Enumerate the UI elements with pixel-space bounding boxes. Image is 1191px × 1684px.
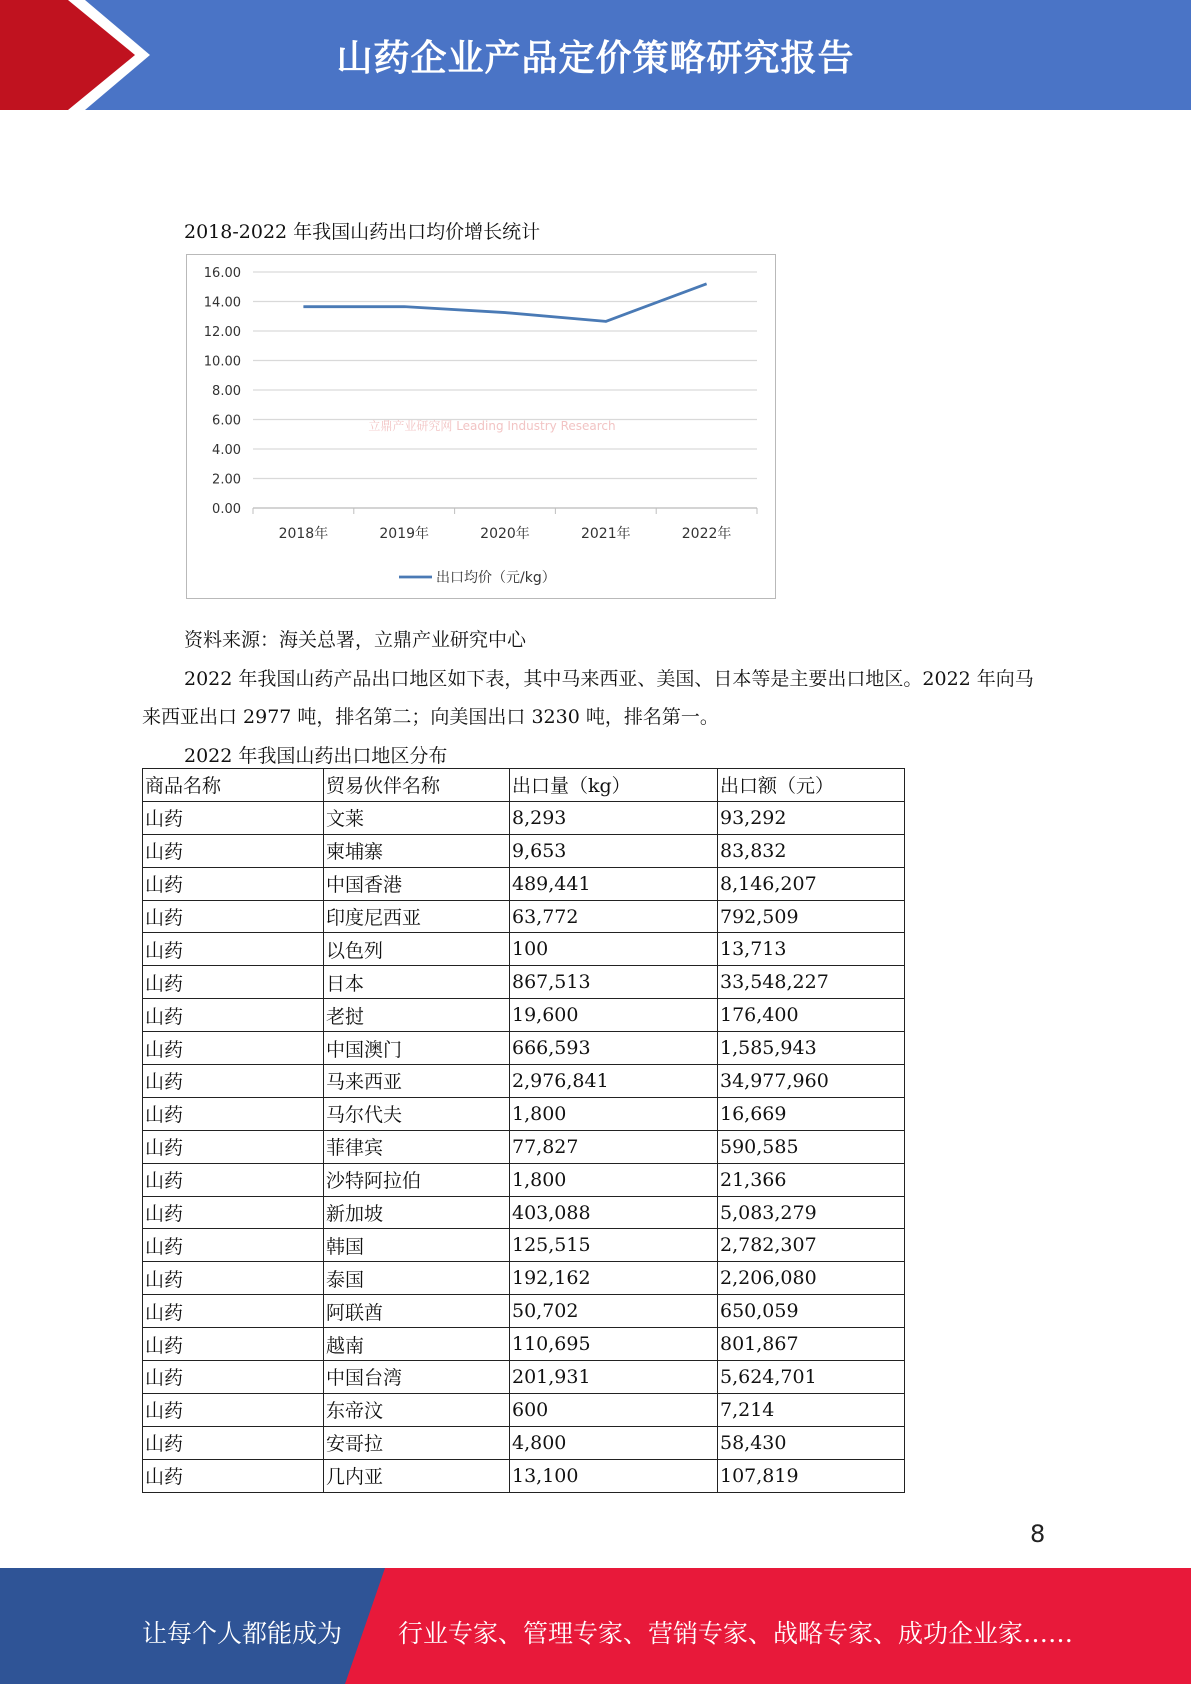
table-cell: 中国香港	[324, 867, 510, 900]
table-cell: 中国澳门	[324, 1032, 510, 1065]
y-tick-label: 6.00	[212, 413, 241, 429]
table-cell: 8,293	[510, 801, 718, 834]
table-row	[143, 1196, 905, 1229]
table-cell: 19,600	[510, 999, 718, 1032]
table-row	[143, 1262, 905, 1295]
table-cell: 商品名称	[143, 769, 324, 802]
table-row	[143, 900, 905, 933]
table-cell: 867,513	[510, 966, 718, 999]
table-caption: 2022 年我国山药出口地区分布	[184, 745, 448, 767]
table-cell: 50,702	[510, 1295, 718, 1328]
table-cell: 山药	[143, 900, 324, 933]
table-cell: 21,366	[718, 1163, 905, 1196]
table-cell: 792,509	[718, 900, 905, 933]
page-number: 8	[1030, 1520, 1046, 1548]
table-cell: 东帝汶	[324, 1393, 510, 1426]
table-cell: 越南	[324, 1328, 510, 1361]
table-cell: 7,214	[718, 1393, 905, 1426]
table-cell: 柬埔寨	[324, 834, 510, 867]
chart-caption: 2018-2022 年我国山药出口均价增长统计	[184, 221, 541, 243]
table-cell: 山药	[143, 999, 324, 1032]
table-row	[143, 966, 905, 999]
table-cell: 9,653	[510, 834, 718, 867]
page-title: 山药企业产品定价策略研究报告	[336, 37, 855, 79]
legend-label: 出口均价（元/kg）	[436, 570, 556, 586]
table-cell: 马尔代夫	[324, 1097, 510, 1130]
table-cell: 山药	[143, 1097, 324, 1130]
y-tick-label: 8.00	[212, 384, 241, 399]
table-cell: 菲律宾	[324, 1130, 510, 1163]
table-cell: 老挝	[324, 999, 510, 1032]
table-cell: 2,976,841	[510, 1065, 718, 1098]
x-tick-label: 2022年	[681, 526, 732, 542]
table-cell: 山药	[143, 834, 324, 867]
table-cell: 安哥拉	[324, 1426, 510, 1459]
table-cell: 4,800	[510, 1426, 718, 1459]
table-cell: 山药	[143, 1459, 324, 1492]
table-row	[143, 1163, 905, 1196]
table-row	[143, 933, 905, 966]
table-cell: 山药	[143, 1262, 324, 1295]
source-note: 资料来源：海关总署，立鼎产业研究中心	[184, 629, 527, 651]
table-cell: 山药	[143, 1426, 324, 1459]
table-row	[143, 1328, 905, 1361]
table-cell: 山药	[143, 867, 324, 900]
y-tick-label: 4.00	[212, 443, 241, 458]
table-cell: 650,059	[718, 1295, 905, 1328]
table-cell: 印度尼西亚	[324, 900, 510, 933]
y-tick-label: 12.00	[203, 325, 241, 340]
table-row	[143, 1229, 905, 1262]
table-row	[143, 1065, 905, 1098]
table-cell: 5,083,279	[718, 1196, 905, 1229]
x-tick-label: 2018年	[278, 526, 329, 542]
table-cell: 489,441	[510, 867, 718, 900]
table-cell: 山药	[143, 1295, 324, 1328]
table-row	[143, 1130, 905, 1163]
table-cell: 出口额（元）	[718, 769, 905, 802]
table-cell: 77,827	[510, 1130, 718, 1163]
table-row	[143, 1032, 905, 1065]
y-tick-label: 2.00	[212, 472, 241, 488]
x-tick-label: 2020年	[480, 526, 530, 542]
table-cell: 201,931	[510, 1361, 718, 1394]
table-cell: 1,800	[510, 1097, 718, 1130]
table-cell: 沙特阿拉伯	[324, 1163, 510, 1196]
table-row	[143, 1426, 905, 1459]
y-tick-label: 0.00	[212, 502, 241, 517]
header-bar	[0, 0, 1191, 110]
table-cell: 13,713	[718, 933, 905, 966]
body-paragraph: 2022 年我国山药产品出口地区如下表，其中马来西亚、美国、日本等是主要出口地区。2022 年向马来西亚出口 2977 吨，排名第二；向美国出口 3230 吨，排名第一。	[142, 668, 1034, 728]
table-cell: 33,548,227	[718, 966, 905, 999]
table-cell: 阿联酋	[324, 1295, 510, 1328]
table-cell: 34,977,960	[718, 1065, 905, 1098]
table-cell: 韩国	[324, 1229, 510, 1262]
table-cell: 山药	[143, 1032, 324, 1065]
table-cell: 山药	[143, 1229, 324, 1262]
series-line	[303, 284, 706, 322]
table-cell: 83,832	[718, 834, 905, 867]
table-cell: 100	[510, 933, 718, 966]
table-cell: 600	[510, 1393, 718, 1426]
table-cell: 403,088	[510, 1196, 718, 1229]
table-cell: 山药	[143, 966, 324, 999]
table-row	[143, 1361, 905, 1394]
y-tick-label: 16.00	[203, 266, 241, 281]
table-cell: 山药	[143, 801, 324, 834]
table-row	[143, 1295, 905, 1328]
table-cell: 8,146,207	[718, 867, 905, 900]
table-row	[143, 834, 905, 867]
table-cell: 山药	[143, 1196, 324, 1229]
table-row	[143, 999, 905, 1032]
export-table	[142, 768, 905, 1493]
table-cell: 93,292	[718, 801, 905, 834]
table-row	[143, 867, 905, 900]
table-cell: 几内亚	[324, 1459, 510, 1492]
table-cell: 125,515	[510, 1229, 718, 1262]
table-cell: 日本	[324, 966, 510, 999]
footer-slogan-left: 让每个人都能成为	[142, 1619, 343, 1648]
table-row	[143, 1097, 905, 1130]
table-cell: 5,624,701	[718, 1361, 905, 1394]
table-cell: 176,400	[718, 999, 905, 1032]
table-cell: 192,162	[510, 1262, 718, 1295]
x-tick-label: 2021年	[580, 526, 631, 542]
table-header-row	[143, 769, 905, 802]
table-cell: 山药	[143, 1163, 324, 1196]
x-tick-label: 2019年	[379, 526, 430, 542]
table-cell: 贸易伙伴名称	[324, 769, 510, 802]
footer-slogan-right: 行业专家、管理专家、营销专家、战略专家、成功企业家……	[398, 1619, 1074, 1648]
watermark-logo: 立鼎产业研究网 Leading Industry Research	[368, 419, 616, 433]
table-cell: 山药	[143, 1065, 324, 1098]
table-cell: 110,695	[510, 1328, 718, 1361]
table-cell: 山药	[143, 933, 324, 966]
table-cell: 1,585,943	[718, 1032, 905, 1065]
y-tick-label: 10.00	[203, 354, 241, 370]
table-cell: 文莱	[324, 801, 510, 834]
table-cell: 以色列	[324, 933, 510, 966]
line-chart	[186, 254, 776, 599]
table-cell: 666,593	[510, 1032, 718, 1065]
chart-canvas	[187, 255, 777, 600]
table-cell: 泰国	[324, 1262, 510, 1295]
table-cell: 16,669	[718, 1097, 905, 1130]
table-cell: 63,772	[510, 900, 718, 933]
table-row	[143, 801, 905, 834]
table-cell: 山药	[143, 1361, 324, 1394]
table-cell: 出口量（kg）	[510, 769, 718, 802]
table-cell: 590,585	[718, 1130, 905, 1163]
table-cell: 801,867	[718, 1328, 905, 1361]
table-cell: 山药	[143, 1328, 324, 1361]
table-cell: 山药	[143, 1130, 324, 1163]
table-cell: 107,819	[718, 1459, 905, 1492]
table-cell: 2,782,307	[718, 1229, 905, 1262]
table-cell: 2,206,080	[718, 1262, 905, 1295]
table-cell: 13,100	[510, 1459, 718, 1492]
table-cell: 新加坡	[324, 1196, 510, 1229]
table-cell: 马来西亚	[324, 1065, 510, 1098]
table-cell: 山药	[143, 1393, 324, 1426]
table-row	[143, 1459, 905, 1492]
y-tick-label: 14.00	[203, 295, 241, 311]
table-cell: 1,800	[510, 1163, 718, 1196]
table-cell: 中国台湾	[324, 1361, 510, 1394]
table-row	[143, 1393, 905, 1426]
table-cell: 58,430	[718, 1426, 905, 1459]
